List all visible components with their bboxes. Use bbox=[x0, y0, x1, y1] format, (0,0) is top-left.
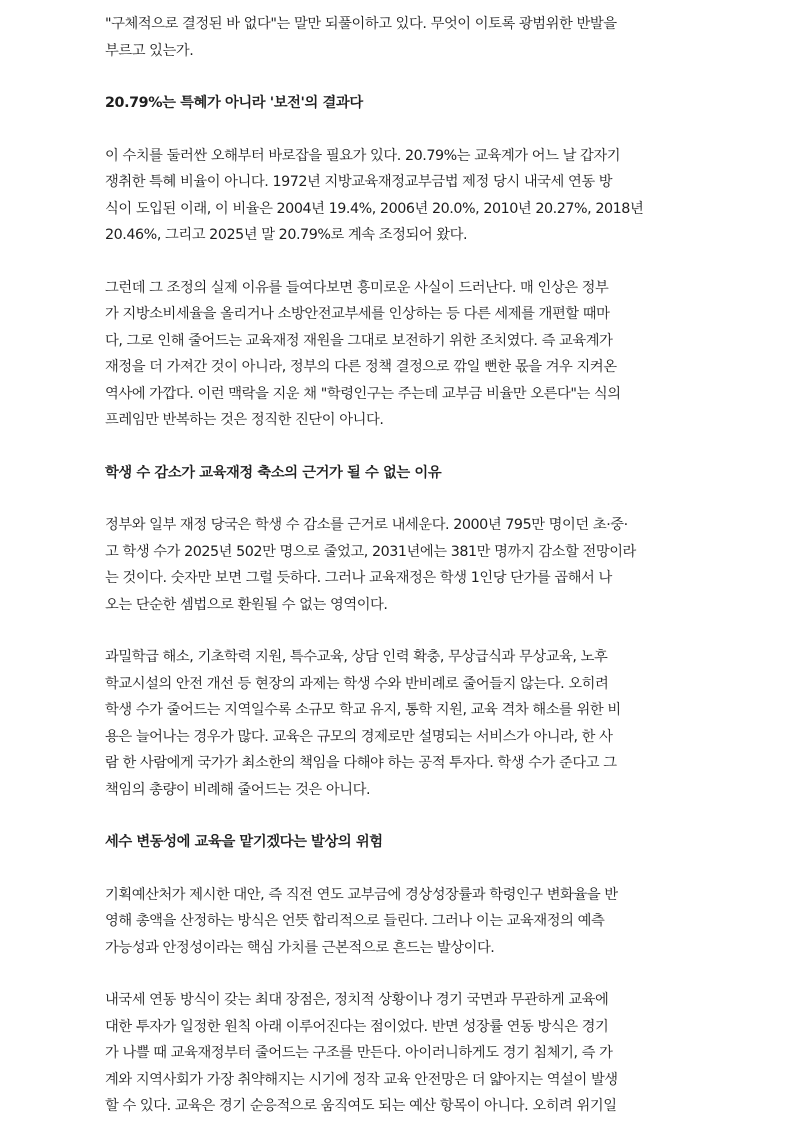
text-line: 가능성과 안정성이라는 핵심 가치를 근본적으로 흔드는 발상이다. bbox=[105, 939, 495, 956]
text-line: 그런데 그 조정의 실제 이유를 들여다보면 흥미로운 사실이 드러난다. 매 인상은 정부 bbox=[105, 279, 609, 296]
text-line: 다, 그로 인해 줄어드는 교육재정 재원을 그대로 보전하기 위한 조치였다. 즉 교육계가 bbox=[105, 332, 613, 349]
paragraph-spacer bbox=[105, 856, 703, 882]
text-line: 이 수치를 둘러싼 오해부터 바로잡을 필요가 있다. 20.79%는 교육계가 어느 날 갑자기 bbox=[105, 147, 621, 164]
text-line: 학생 수가 줄어드는 지역일수록 소규모 학교 유지, 통학 지원, 교육 격차 해소를 위한 비 bbox=[105, 702, 621, 718]
text-line: 대한 투자가 일정한 원칙 아래 이루어진다는 점이었다. 반면 성장률 연동 방식은 경기 bbox=[105, 1018, 609, 1035]
paragraph-spacer bbox=[105, 618, 703, 644]
text-line: 내국세 연동 방식이 갖는 최대 장점은, 정치적 상황이나 경기 국면과 무관하게 교육에 bbox=[105, 992, 609, 1008]
text-line: 부르고 있는가. bbox=[105, 42, 194, 59]
text-line: 20.46%, 그리고 2025년 말 20.79%로 계속 조정되어 왔다. bbox=[105, 227, 468, 243]
body-paragraph bbox=[105, 275, 703, 434]
section-heading: 20.79%는 특혜가 아니라 '보전'의 결과다 bbox=[105, 95, 363, 111]
text-line: 람 한 사람에게 국가가 최소한의 책임을 다해야 하는 공적 투자다. 학생 수가 준다고 그 bbox=[105, 755, 617, 771]
text-line: 과밀학급 해소, 기초학력 지원, 특수교육, 상담 인력 확충, 무상급식과 무상교육, 노후 bbox=[105, 649, 608, 665]
paragraph-spacer bbox=[105, 486, 703, 512]
body-paragraph bbox=[105, 512, 703, 618]
text-line: 영해 총액을 산정하는 방식은 언뜻 합리적으로 들린다. 그러나 이는 교육재정의 예측 bbox=[105, 913, 605, 929]
text-line: 고 학생 수가 2025년 502만 명으로 줄었고, 2031년에는 381만 명까지 감소할 전망이라 bbox=[105, 543, 636, 560]
paragraph-spacer bbox=[105, 249, 703, 275]
text-line: 계와 지역사회가 가장 취약해지는 시기에 정작 교육 안전망은 더 얇아지는 역설이 발생 bbox=[105, 1071, 618, 1088]
body-paragraph bbox=[105, 11, 703, 64]
paragraph-spacer bbox=[105, 117, 703, 143]
paragraph-spacer bbox=[105, 803, 703, 829]
text-line: 학교시설의 안전 개선 등 현장의 과제는 학생 수와 반비례로 줄어들지 않는다. 오히려 bbox=[105, 675, 609, 692]
text-line: 쟁취한 특혜 비율이 아니다. 1972년 지방교육재정교부금법 제정 당시 내국세 연동 방 bbox=[105, 174, 613, 190]
section-heading: 학생 수 감소가 교육재정 축소의 근거가 될 수 없는 이유 bbox=[105, 464, 442, 481]
text-line: 가 나쁠 때 교육재정부터 줄어드는 구조를 만든다. 아이러니하게도 경기 침체기, 즉 가 bbox=[105, 1045, 613, 1061]
text-line: 식이 도입된 이래, 이 비율은 2004년 19.4%, 2006년 20.0%, 2010년 20.27%, 2018년 bbox=[105, 200, 644, 217]
text-line: 역사에 가깝다. 이런 맥락을 지운 채 "학령인구는 주는데 교부금 비율만 오른다"는 식의 bbox=[105, 385, 621, 402]
text-line: 재정을 더 가져간 것이 아니라, 정부의 다른 정책 결정으로 깎일 뻔한 몫을 겨우 지켜온 bbox=[105, 359, 617, 375]
text-line: 프레임만 반복하는 것은 정직한 진단이 아니다. bbox=[105, 412, 384, 428]
body-paragraph bbox=[105, 987, 703, 1120]
body-paragraph bbox=[105, 143, 703, 249]
text-line: 오는 단순한 셈법으로 환원될 수 없는 영역이다. bbox=[105, 596, 388, 613]
section-heading: 세수 변동성에 교육을 맡기겠다는 발상의 위험 bbox=[105, 834, 383, 850]
body-paragraph bbox=[105, 644, 703, 803]
text-line: 가 지방소비세율을 올리거나 소방안전교부세를 인상하는 등 다른 세제를 개편할 때마 bbox=[105, 306, 610, 322]
text-line: 는 것이다. 숫자만 보면 그럴 듯하다. 그러나 교육재정은 학생 1인당 단가를 곱해서 나 bbox=[105, 570, 612, 586]
text-line: 책임의 총량이 비례해 줄어드는 것은 아니다. bbox=[105, 781, 371, 798]
text-line: 정부와 일부 재정 당국은 학생 수 감소를 근거로 내세운다. 2000년 795만 명이던 초·중· bbox=[105, 517, 628, 533]
text-line: 할 수 있다. 교육은 경기 순응적으로 움직여도 되는 예산 항목이 아니다. 오히려 위기일 bbox=[105, 1098, 617, 1114]
text-line: 용은 늘어나는 경우가 많다. 교육은 규모의 경제로만 설명되는 서비스가 아니라, 한 사 bbox=[105, 728, 613, 745]
body-paragraph bbox=[105, 882, 703, 962]
paragraph-spacer bbox=[105, 434, 703, 460]
text-line: 기획예산처가 제시한 대안, 즉 직전 연도 교부금에 경상성장률과 학령인구 변화율을 반 bbox=[105, 886, 618, 903]
paragraph-spacer bbox=[105, 64, 703, 90]
text-line: "구체적으로 결정된 바 없다"는 말만 되풀이하고 있다. 무엇이 이토록 광범위한 반발을 bbox=[105, 16, 617, 32]
paragraph-spacer bbox=[105, 961, 703, 987]
